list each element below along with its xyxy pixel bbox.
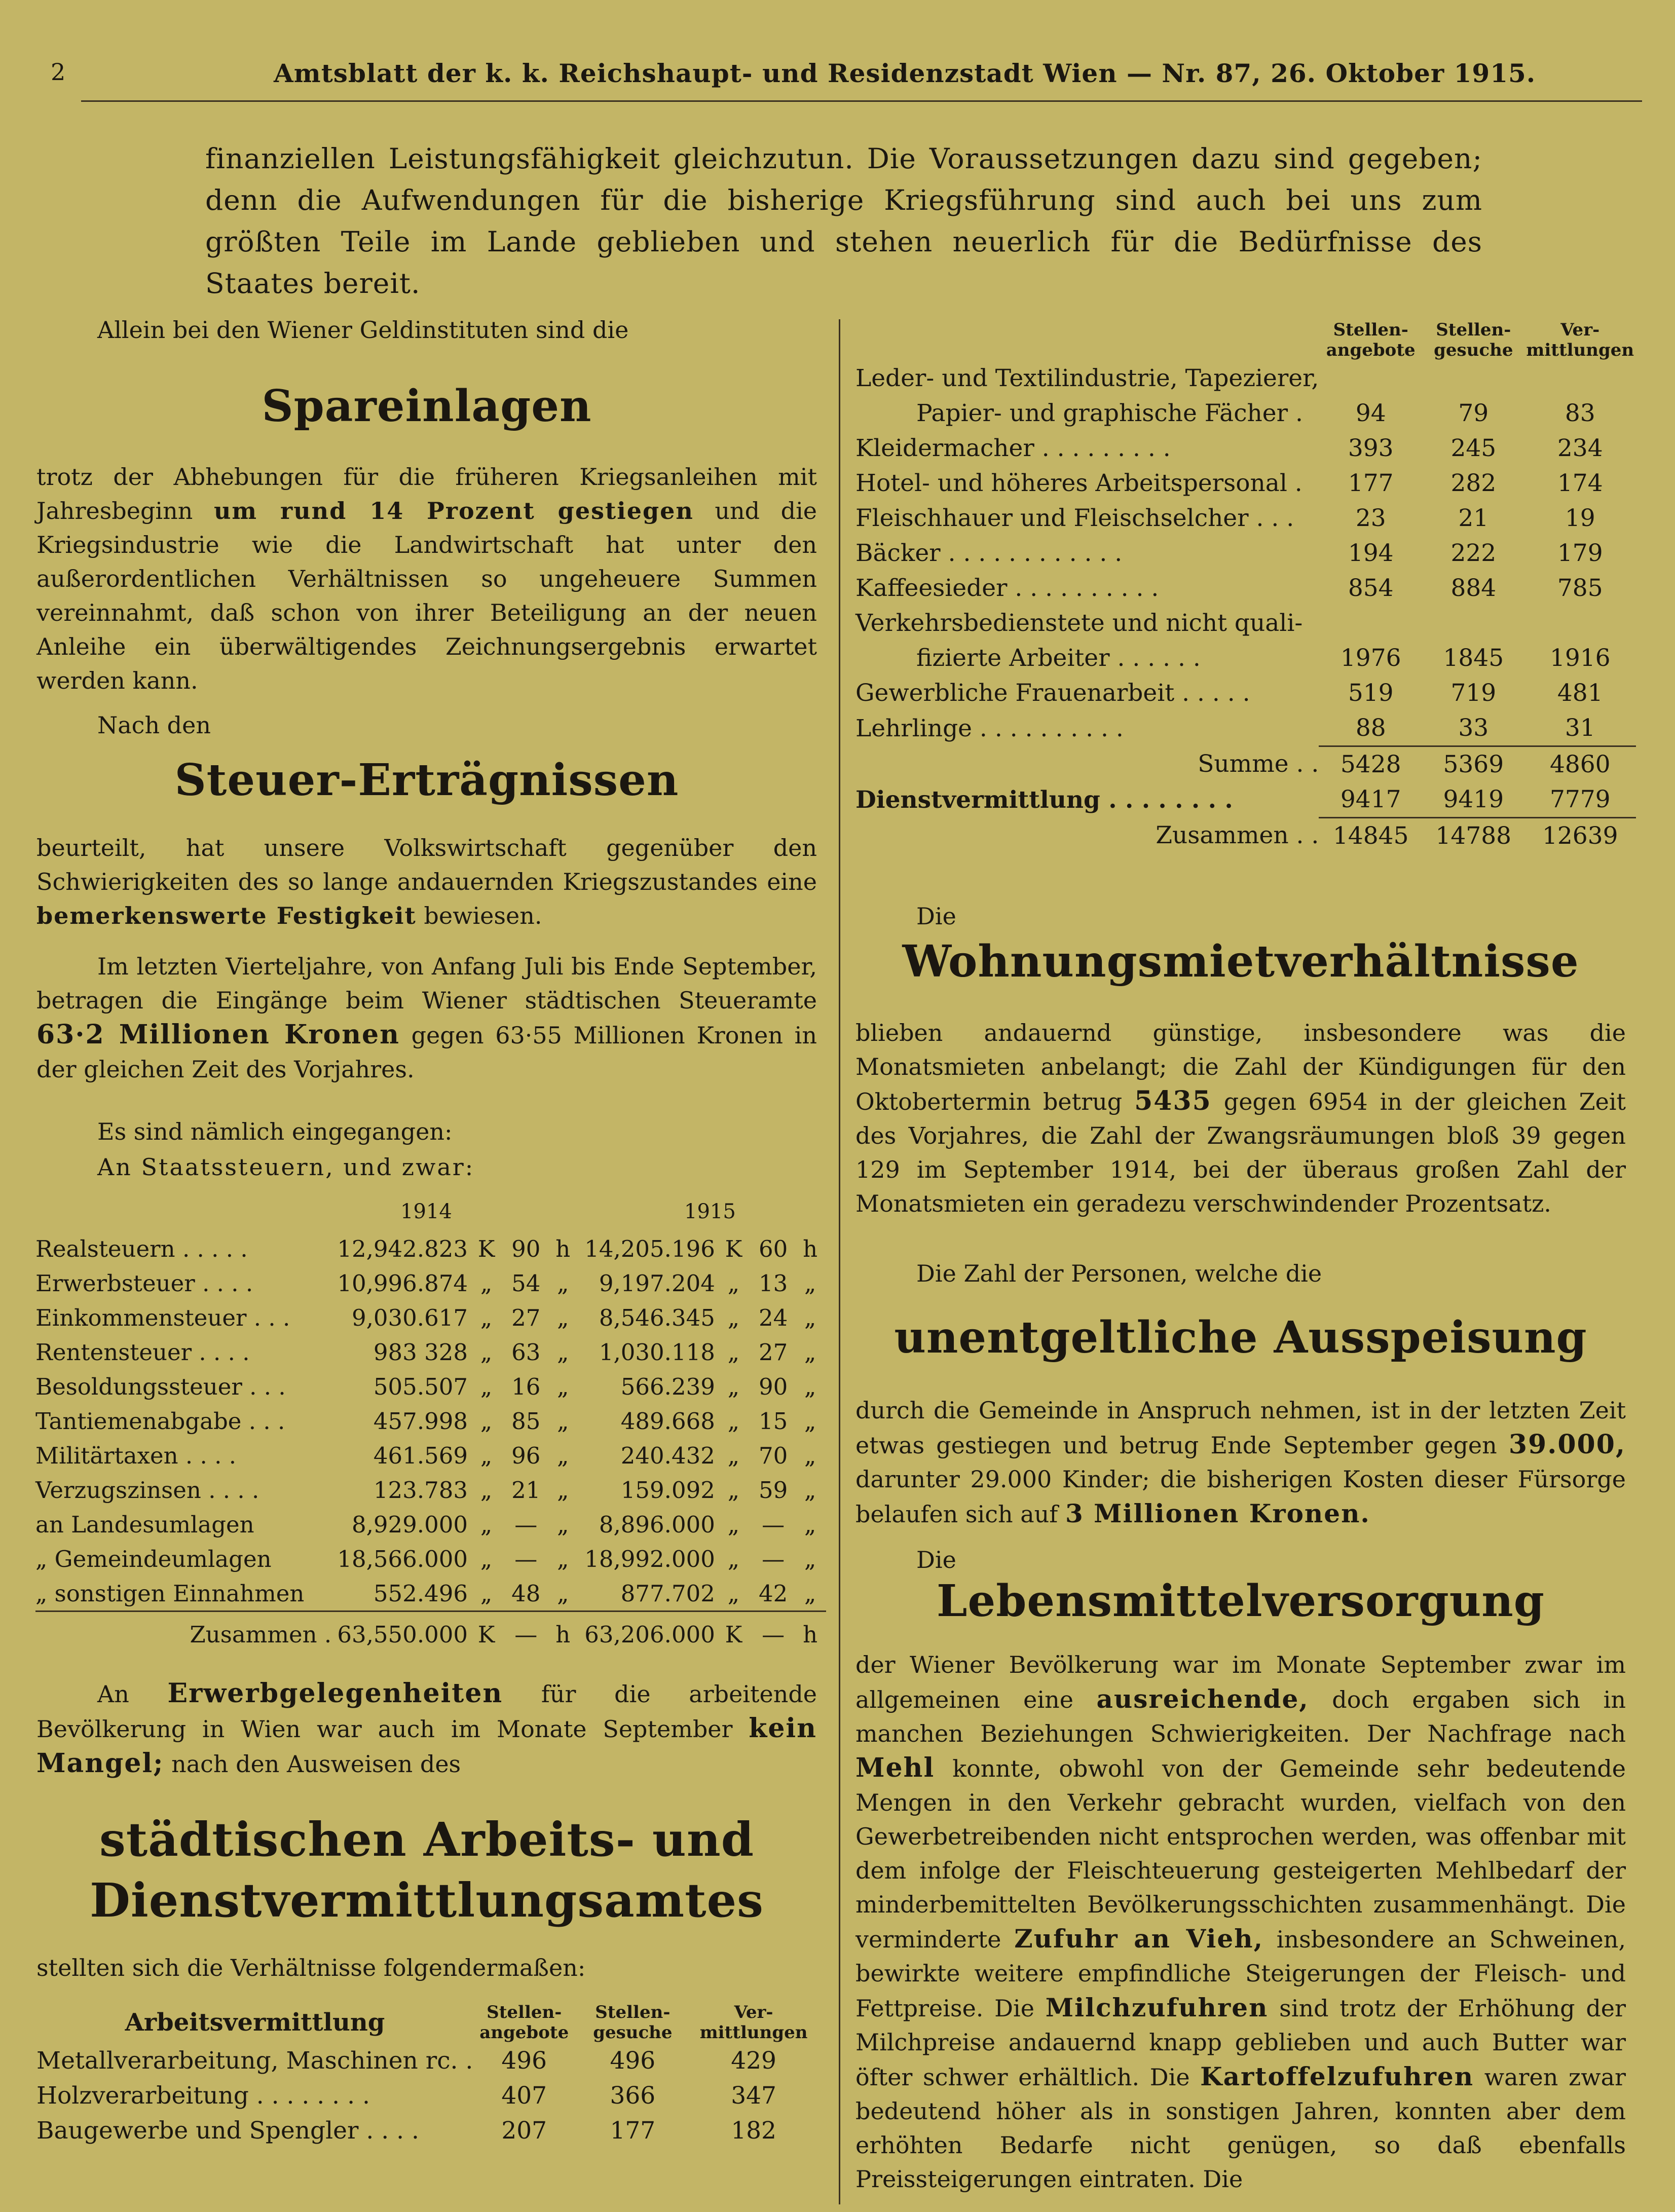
tax-row — [35, 1266, 826, 1300]
emp-value: 83 — [1565, 399, 1595, 427]
tax-cell: — — [514, 1545, 538, 1572]
emp-value: 5428 — [1319, 746, 1423, 782]
tax-cell: „ — [727, 1269, 740, 1297]
tax-cell: „ — [804, 1304, 816, 1331]
tax-cell: Erwerbsteuer . . . . — [35, 1269, 253, 1297]
emp-label: Dienstvermittlung . . . . . . . . — [855, 785, 1233, 814]
emp-value: 179 — [1557, 539, 1603, 567]
heading-lebensmittel: Lebensmittelversorgung — [937, 1576, 1545, 1627]
tax-cell: „ — [480, 1338, 493, 1366]
emp-row — [36, 2043, 817, 2078]
tax-cell: — — [762, 1511, 785, 1538]
tax-cell: 90 — [511, 1235, 541, 1262]
tax-cell: 59 — [758, 1476, 788, 1504]
emp-value: 393 — [1348, 434, 1394, 462]
emp-value: 234 — [1557, 434, 1603, 462]
tax-cell: 54 — [511, 1269, 541, 1297]
tax-cell: 18,566.000 — [337, 1545, 468, 1572]
tax-sum-cell: — — [752, 1611, 794, 1652]
tax-cell: 16 — [511, 1373, 541, 1400]
tax-cell: 96 — [511, 1442, 541, 1469]
right-p5: Die — [916, 1546, 956, 1573]
tax-cell: 14,205.196 — [584, 1235, 715, 1262]
emp-label: Metallverarbeitung, Maschinen rc. . — [36, 2047, 473, 2075]
emp-value: 884 — [1450, 574, 1497, 602]
emp-row — [855, 431, 1636, 466]
employment-table-right — [855, 319, 1636, 853]
emp-value: 1916 — [1549, 644, 1611, 672]
emp-value: 182 — [731, 2117, 776, 2145]
emp-value: 9417 — [1340, 785, 1401, 813]
emp-label: Gewerbliche Frauenarbeit . . . . . — [855, 679, 1250, 707]
tax-cell: 42 — [758, 1580, 788, 1607]
emp-value: 854 — [1348, 574, 1394, 602]
emp-label: Leder- und Textilindustrie, Tapezierer, — [855, 364, 1319, 392]
tax-cell: „ — [804, 1407, 816, 1435]
col-header: Stellen-gesuche — [1434, 320, 1513, 360]
emp-value: 23 — [1355, 504, 1386, 532]
tax-sum-cell: Zusammen . — [35, 1611, 331, 1652]
tax-cell: 27 — [758, 1338, 788, 1366]
tax-cell: „ — [480, 1407, 493, 1435]
tax-cell: — — [514, 1511, 538, 1538]
emp-value: 19 — [1565, 504, 1595, 532]
tax-sum-cell: h — [547, 1611, 579, 1652]
emp-value — [1423, 361, 1524, 396]
tax-cell: 15 — [758, 1407, 788, 1435]
tax-cell: „ — [804, 1269, 816, 1297]
emp-label: Lehrlinge . . . . . . . . . . — [855, 714, 1124, 742]
tax-cell: Militärtaxen . . . . — [35, 1442, 237, 1469]
emp-label: Fleischhauer und Fleischselcher . . . — [855, 504, 1294, 532]
right-p1: Die — [916, 903, 956, 930]
tax-cell: „ — [804, 1373, 816, 1400]
tax-sum-cell: K — [715, 1611, 752, 1652]
tax-cell: 1,030.118 — [599, 1338, 715, 1366]
emp-value: 282 — [1450, 469, 1497, 497]
emp-value: 719 — [1450, 679, 1497, 707]
emp-value: 496 — [501, 2047, 547, 2075]
tax-cell: „ — [727, 1511, 740, 1538]
tax-cell: „ Gemeindeumlagen — [35, 1545, 272, 1572]
tax-cell: 8,896.000 — [599, 1511, 715, 1538]
employment-table-left — [36, 2002, 817, 2148]
emp-value: 4860 — [1524, 746, 1636, 782]
tax-cell: „ — [480, 1580, 493, 1607]
tax-sum-cell: 63,206.000 — [579, 1611, 715, 1652]
tax-cell: 8,546.345 — [599, 1304, 715, 1331]
heading-steuer: Steuer-Erträgnissen — [174, 755, 679, 806]
emp-summe-row — [855, 746, 1636, 782]
emp-value: 194 — [1348, 539, 1394, 567]
tax-cell: 461.569 — [373, 1442, 468, 1469]
emp-row — [855, 396, 1636, 431]
emp-value — [1524, 606, 1636, 641]
emp-value — [1319, 361, 1423, 396]
tax-cell: 983 328 — [373, 1338, 468, 1366]
emp-value: 366 — [610, 2082, 656, 2110]
emp-value: 14788 — [1423, 818, 1524, 854]
emp-label: Kleidermacher . . . . . . . . . — [855, 434, 1171, 462]
emp-value: 177 — [1348, 469, 1394, 497]
emp-value: 245 — [1450, 434, 1497, 462]
tax-cell: — — [762, 1545, 785, 1572]
tax-cell: „ — [557, 1269, 569, 1297]
emp-label: Summe . . — [1198, 750, 1319, 778]
emp-title: Arbeitsvermittlung — [125, 2008, 385, 2037]
left-p5: Im letzten Vierteljahre, von Anfang Juli bis Ende September, betragen die Eingänge beim Wiener städtischen Steueramte 63·2 Millionen Kronen gegen 63·55 Millionen Kronen in der gleichen Zeit des Vorjahres. — [36, 953, 817, 1083]
emp-row — [855, 641, 1636, 676]
tax-cell: „ — [804, 1338, 816, 1366]
tax-sum-cell: 63,550.000 — [331, 1611, 468, 1652]
page-number: 2 — [51, 58, 66, 86]
header-rule — [81, 100, 1642, 102]
emp-label: Holzverarbeitung . . . . . . . . — [36, 2082, 370, 2110]
right-p6: der Wiener Bevölkerung war im Monate September zwar im allgemeinen eine ausreichende, doch ergaben sich in manchen Beziehungen Schwierigkeiten. Der Nachfrage nach Mehl konnte, obwohl von der Gemeinde sehr bedeutende Mengen in den Verkehr gebracht wurden, vielfach von den Gewerbetreibenden nicht entsprochen werden, was offenbar mit dem infolge der Fleischteuerung gesteigerten Mehlbedarf der minderbemittelten Bevölkerungsschichten zusammenhängt. Die verminderte Zufuhr an Vieh, insbesondere an Schweinen, bewirkte weitere empfindliche Steigerungen der Fleisch- und Fettpreise. Die Milchzufuhren sind trotz der Erhöhung der Milchpreise andauernd knapp geblieben und auch Butter war öfter schwer erhältlich. Die Kartoffelzufuhren waren zwar bedeutend höher als in sonstigen Jahren, konnten aber dem erhöhten Bedarfe nicht genügen, so daß ebenfalls Preissteigerungen eintraten. Die — [855, 1651, 1626, 2193]
heading-ausspeisung: unentgeltliche Ausspeisung — [894, 1312, 1587, 1363]
tax-cell: „ — [557, 1511, 569, 1538]
col-header: Stellen-angebote — [479, 2002, 569, 2043]
emp-value: 222 — [1450, 539, 1497, 567]
emp-value: 33 — [1458, 714, 1489, 742]
tax-cell: „ — [727, 1304, 740, 1331]
tax-cell: 10,996.874 — [337, 1269, 468, 1297]
tax-cell: „ — [727, 1545, 740, 1572]
tax-cell: K — [477, 1235, 495, 1262]
col-header: Stellen-gesuche — [593, 2002, 673, 2043]
emp-value — [1319, 606, 1423, 641]
tax-cell: 159.092 — [620, 1476, 715, 1504]
left-p3: Nach den — [97, 711, 211, 739]
tax-cell: „ — [480, 1373, 493, 1400]
tax-cell: „ — [557, 1407, 569, 1435]
emp-value — [1423, 606, 1524, 641]
tax-sum-cell: h — [794, 1611, 826, 1652]
tax-cell: 9,030.617 — [351, 1304, 468, 1331]
tax-cell: h — [555, 1235, 571, 1262]
emp-label: Zusammen . . — [1156, 821, 1319, 850]
left-p7: An Staatssteuern, und zwar: — [97, 1153, 475, 1181]
emp-row — [855, 466, 1636, 501]
emp-value: 88 — [1355, 714, 1386, 742]
left-p9: stellten sich die Verhältnisse folgendermaßen: — [36, 1954, 586, 1981]
right-p2: blieben andauernd günstige, insbesondere was die Monatsmieten anbelangt; die Zahl der Kündigungen für den Oktobertermin betrug 5435 gegen 6954 in der gleichen Zeit des Vorjahres, die Zahl der Zwangsräumungen bloß 39 gegen 129 im September 1914, bei der überaus großen Zahl der Monatsmieten ein geradezu verschwindender Prozentsatz. — [855, 1019, 1626, 1217]
tax-cell: „ — [480, 1545, 493, 1572]
emp-row — [36, 2078, 817, 2113]
tax-cell: 489.668 — [620, 1407, 715, 1435]
emp-label: fizierte Arbeiter . . . . . . — [916, 644, 1201, 672]
tax-cell: 85 — [511, 1407, 541, 1435]
tax-cell: „ — [727, 1338, 740, 1366]
emp-value: 481 — [1557, 679, 1603, 707]
tax-cell: Rentensteuer . . . . — [35, 1338, 250, 1366]
tax-row — [35, 1576, 826, 1611]
tax-cell: Verzugszinsen . . . . — [35, 1476, 259, 1504]
left-p6: Es sind nämlich eingegangen: — [97, 1118, 453, 1145]
tax-sum-row — [35, 1611, 826, 1652]
tax-cell: 552.496 — [373, 1580, 468, 1607]
tax-table — [35, 1231, 826, 1652]
tax-row — [35, 1404, 826, 1438]
left-p2: trotz der Abhebungen für die früheren Kriegsanleihen mit Jahresbeginn um rund 14 Prozent gestiegen und die Kriegsindustrie wie die Landwirtschaft hat unter den außerordentlichen Verhältnissen so ungeheuere Summen vereinnahmt, daß schon von ihrer Beteiligung an der neuen Anleihe ein überwältigendes Zeichnungsergebnis erwartet werden kann. — [36, 463, 817, 694]
tax-cell: „ — [727, 1580, 740, 1607]
tax-cell: „ sonstigen Einnahmen — [35, 1580, 305, 1607]
tax-cell: 27 — [511, 1304, 541, 1331]
tax-cell: „ — [557, 1580, 569, 1607]
tax-cell: „ — [557, 1545, 569, 1572]
emp-value: 7779 — [1549, 785, 1611, 813]
tax-cell: „ — [804, 1580, 816, 1607]
emp-value: 347 — [731, 2082, 776, 2110]
tax-row — [35, 1300, 826, 1335]
right-p4: durch die Gemeinde in Anspruch nehmen, ist in der letzten Zeit etwas gestiegen und betrug Ende September gegen 39.000, darunter 29.000 Kinder; die bisherigen Kosten dieser Fürsorge belaufen sich auf 3 Millionen Kronen. — [855, 1397, 1626, 1528]
tax-cell: 8,929.000 — [351, 1511, 468, 1538]
tax-cell: „ — [727, 1373, 740, 1400]
tax-row — [35, 1335, 826, 1369]
tax-cell: 877.702 — [620, 1580, 715, 1607]
tax-cell: 48 — [511, 1580, 541, 1607]
tax-cell: 240.432 — [620, 1442, 715, 1469]
emp-row — [855, 606, 1636, 641]
tax-cell: h — [803, 1235, 818, 1262]
tax-cell: 123.783 — [373, 1476, 468, 1504]
tax-row — [35, 1369, 826, 1404]
tax-cell: 13 — [758, 1269, 788, 1297]
tax-cell: 24 — [758, 1304, 788, 1331]
emp-value: 1845 — [1443, 644, 1504, 672]
emp-value: 429 — [731, 2047, 776, 2075]
emp-value: 31 — [1565, 714, 1595, 742]
tax-cell: 9,197.204 — [599, 1269, 715, 1297]
tax-cell: „ — [804, 1476, 816, 1504]
heading-spareinlagen: Spareinlagen — [262, 381, 592, 432]
emp-label: Hotel- und höheres Arbeitspersonal . — [855, 469, 1302, 497]
tax-cell: „ — [557, 1304, 569, 1331]
tax-cell: „ — [480, 1442, 493, 1469]
tax-cell: „ — [804, 1511, 816, 1538]
tax-cell: „ — [557, 1476, 569, 1504]
right-p3: Die Zahl der Personen, welche die — [916, 1260, 1322, 1287]
tax-cell: „ — [727, 1476, 740, 1504]
emp-row — [36, 2113, 817, 2148]
emp-value: 407 — [501, 2082, 547, 2110]
tax-sum-cell: K — [468, 1611, 505, 1652]
tax-row — [35, 1231, 826, 1266]
emp-value: 177 — [610, 2117, 656, 2145]
col-header: Ver-mittlungen — [699, 2002, 808, 2043]
emp-row — [855, 571, 1636, 606]
tax-row — [35, 1507, 826, 1542]
tax-sum-cell: — — [505, 1611, 547, 1652]
emp-value: 1976 — [1340, 644, 1401, 672]
tax-cell: „ — [804, 1442, 816, 1469]
emp-row — [855, 710, 1636, 746]
left-p1: Allein bei den Wiener Geldinstituten sind die — [97, 316, 629, 344]
emp-value — [1524, 361, 1636, 396]
emp-value: 21 — [1458, 504, 1489, 532]
tax-cell: „ — [557, 1442, 569, 1469]
masthead-title: Amtsblatt der k. k. Reichshaupt- und Residenzstadt Wien — Nr. 87, 26. Oktober 1915. — [274, 58, 1536, 88]
tax-cell: Tantiemenabgabe . . . — [35, 1407, 285, 1435]
tax-cell: Einkommensteuer . . . — [35, 1304, 290, 1331]
tax-cell: Besoldungssteuer . . . — [35, 1373, 286, 1400]
col-header: Ver-mittlungen — [1526, 320, 1634, 360]
emp-label: Bäcker . . . . . . . . . . . . — [855, 539, 1123, 567]
intro-paragraph: finanziellen Leistungsfähigkeit gleichzutun. Die Voraussetzungen dazu sind gegeben; denn die Aufwendungen für die bisherige Kriegsführung sind auch bei uns zum größten Teile im Lande geblieben und stehen neuerlich für die Bedürfnisse des Staates bereit. — [205, 142, 1482, 299]
emp-row — [855, 361, 1636, 396]
emp-row — [855, 536, 1636, 571]
emp-row — [855, 676, 1636, 710]
tax-cell: 21 — [511, 1476, 541, 1504]
tax-cell: 18,992.000 — [584, 1545, 715, 1572]
tax-cell: K — [725, 1235, 742, 1262]
tax-cell: 457.998 — [373, 1407, 468, 1435]
tax-cell: „ — [480, 1304, 493, 1331]
emp-value: 94 — [1355, 399, 1386, 427]
emp-value: 14845 — [1319, 818, 1423, 854]
col-header: Stellen-angebote — [1326, 320, 1416, 360]
column-divider — [839, 319, 840, 2204]
tax-cell: 12,942.823 — [337, 1235, 468, 1262]
tax-cell: „ — [480, 1511, 493, 1538]
emp-value: 207 — [501, 2117, 547, 2145]
emp-value: 5369 — [1423, 746, 1524, 782]
emp-zusammen-row — [855, 818, 1636, 854]
heading-arbeitsamt: städtischen Arbeits- und Dienstvermittlungsamtes — [90, 1812, 764, 1928]
emp-label: Kaffeesieder . . . . . . . . . . — [855, 574, 1159, 602]
tax-cell: „ — [557, 1338, 569, 1366]
emp-label: Verkehrsbedienstete und nicht quali- — [855, 609, 1303, 637]
emp-value: 519 — [1348, 679, 1394, 707]
year-1915: 1915 — [684, 1200, 736, 1223]
tax-cell: „ — [804, 1545, 816, 1572]
left-p4: beurteilt, hat unsere Volkswirtschaft gegenüber den Schwierigkeiten des so lange andauernden Kriegszustandes eine bemerkenswerte Festigkeit bewiesen. — [36, 834, 817, 929]
tax-cell: „ — [727, 1407, 740, 1435]
emp-row — [855, 501, 1636, 536]
tax-cell: „ — [480, 1476, 493, 1504]
left-p8: An Erwerbgelegenheiten für die arbeitende Bevölkerung in Wien war auch im Monate September kein Mangel; nach den Ausweisen des — [36, 1678, 817, 1779]
tax-cell: 505.507 — [373, 1373, 468, 1400]
tax-cell: an Landesumlagen — [35, 1511, 254, 1538]
year-1914: 1914 — [400, 1200, 452, 1223]
emp-value: 9419 — [1443, 785, 1504, 813]
emp-value: 79 — [1458, 399, 1489, 427]
tax-row — [35, 1438, 826, 1473]
heading-wohnung: Wohnungsmietverhältnisse — [902, 936, 1579, 987]
tax-cell: „ — [557, 1373, 569, 1400]
tax-cell: „ — [727, 1442, 740, 1469]
emp-label: Baugewerbe und Spengler . . . . — [36, 2117, 419, 2145]
emp-dienst-row — [855, 782, 1636, 818]
emp-value: 12639 — [1524, 818, 1636, 854]
emp-value: 785 — [1557, 574, 1603, 602]
tax-row — [35, 1542, 826, 1576]
tax-cell: 90 — [758, 1373, 788, 1400]
tax-cell: 63 — [511, 1338, 541, 1366]
tax-row — [35, 1473, 826, 1507]
emp-value: 496 — [610, 2047, 656, 2075]
tax-cell: 566.239 — [620, 1373, 715, 1400]
tax-cell: Realsteuern . . . . . — [35, 1235, 248, 1262]
tax-cell: „ — [480, 1269, 493, 1297]
emp-value: 174 — [1557, 469, 1603, 497]
tax-cell: 70 — [758, 1442, 788, 1469]
tax-cell: 60 — [758, 1235, 788, 1262]
emp-label: Papier- und graphische Fächer . — [916, 399, 1303, 427]
